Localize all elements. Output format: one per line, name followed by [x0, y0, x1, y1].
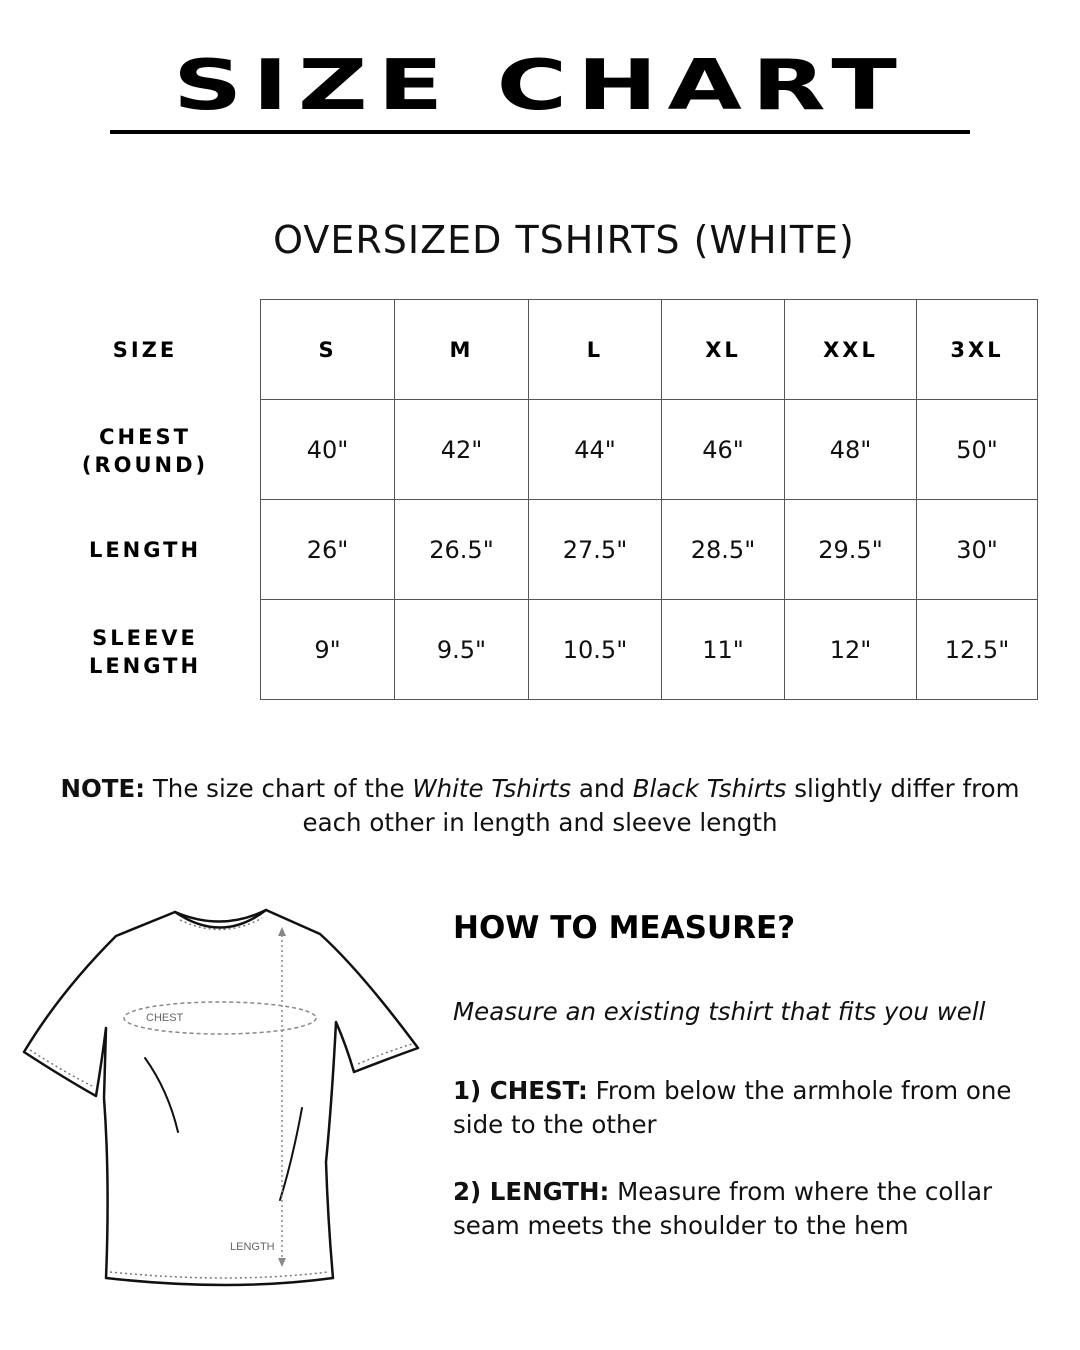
length-cell: 29.5": [785, 500, 917, 600]
tshirt-outline-icon: [20, 900, 430, 1300]
row-label-chest-line1: CHEST: [99, 425, 191, 449]
arrow-down-icon: [278, 1258, 286, 1267]
step-label: 1) CHEST:: [453, 1076, 588, 1105]
shirt-fold-2: [280, 1108, 302, 1200]
chest-label: CHEST: [146, 1012, 184, 1024]
row-label-sleeve-line1: SLEEVE: [92, 626, 198, 650]
note-label: NOTE:: [60, 774, 146, 803]
step-text: Measure from where the collar seam meets the shoulder to the hem: [453, 1177, 993, 1240]
length-cell: 27.5": [529, 500, 662, 600]
sleeve-cell: 10.5": [529, 600, 662, 700]
chest-row: [261, 400, 1038, 500]
note-paragraph: [40, 772, 1040, 840]
row-label-sleeve-length: [40, 624, 250, 680]
sleeve-cell: 12.5": [917, 600, 1038, 700]
size-cell: 3XL: [917, 300, 1038, 400]
sleeve-cell: 12": [785, 600, 917, 700]
how-to-measure-title: HOW TO MEASURE?: [453, 910, 796, 946]
hem-stitch: [110, 1272, 328, 1278]
measure-step-length: [453, 1175, 1053, 1243]
collar-inner: [175, 910, 266, 928]
size-cell: L: [529, 300, 662, 400]
measure-step-chest: [453, 1074, 1053, 1142]
size-header-row: [261, 300, 1038, 400]
length-cell: 26.5": [395, 500, 529, 600]
length-cell: 28.5": [662, 500, 785, 600]
shirt-fold-1: [145, 1058, 178, 1132]
note-white-tshirts: White Tshirts: [412, 774, 572, 803]
length-cell: 26": [261, 500, 395, 600]
size-cell: XXL: [785, 300, 917, 400]
sleeve-cell: 9.5": [395, 600, 529, 700]
chest-cell: 42": [395, 400, 529, 500]
chest-cell: 50": [917, 400, 1038, 500]
sleeve-cell: 11": [662, 600, 785, 700]
title-underline: [110, 130, 970, 134]
length-cell: 30": [917, 500, 1038, 600]
size-cell: M: [395, 300, 529, 400]
chest-cell: 48": [785, 400, 917, 500]
arrow-up-icon: [278, 927, 286, 936]
row-label-length: LENGTH: [88, 538, 202, 562]
row-label-chest-line2: (ROUND): [81, 453, 209, 477]
shirt-body-outline: [24, 910, 418, 1285]
size-table: [260, 299, 1038, 700]
length-row: [261, 500, 1038, 600]
note-text-b: and: [578, 774, 625, 803]
note-text-c: slightly differ from each other in length and sleeve length: [302, 774, 1020, 837]
length-label: LENGTH: [230, 1241, 275, 1253]
size-cell: S: [261, 300, 395, 400]
left-sleeve-stitch: [30, 1050, 92, 1086]
chart-subtitle: OVERSIZED TSHIRTS (WHITE): [273, 218, 855, 262]
chest-cell: 46": [662, 400, 785, 500]
sleeve-cell: 9": [261, 600, 395, 700]
how-to-measure-subtitle: Measure an existing tshirt that fits you well: [453, 997, 986, 1026]
chest-cell: 44": [529, 400, 662, 500]
row-label-size: SIZE: [112, 338, 178, 362]
chest-cell: 40": [261, 400, 395, 500]
note-black-tshirts: Black Tshirts: [632, 774, 787, 803]
step-label: 2) LENGTH:: [453, 1177, 610, 1206]
size-cell: XL: [662, 300, 785, 400]
row-label-sleeve-line2: LENGTH: [88, 654, 202, 678]
step-text: From below the armhole from one side to the other: [453, 1076, 1012, 1139]
sleeve-length-row: [261, 600, 1038, 700]
note-text-a: The size chart of the: [152, 774, 405, 803]
page-title: SIZE CHART: [173, 44, 907, 126]
row-label-chest: [40, 423, 250, 479]
